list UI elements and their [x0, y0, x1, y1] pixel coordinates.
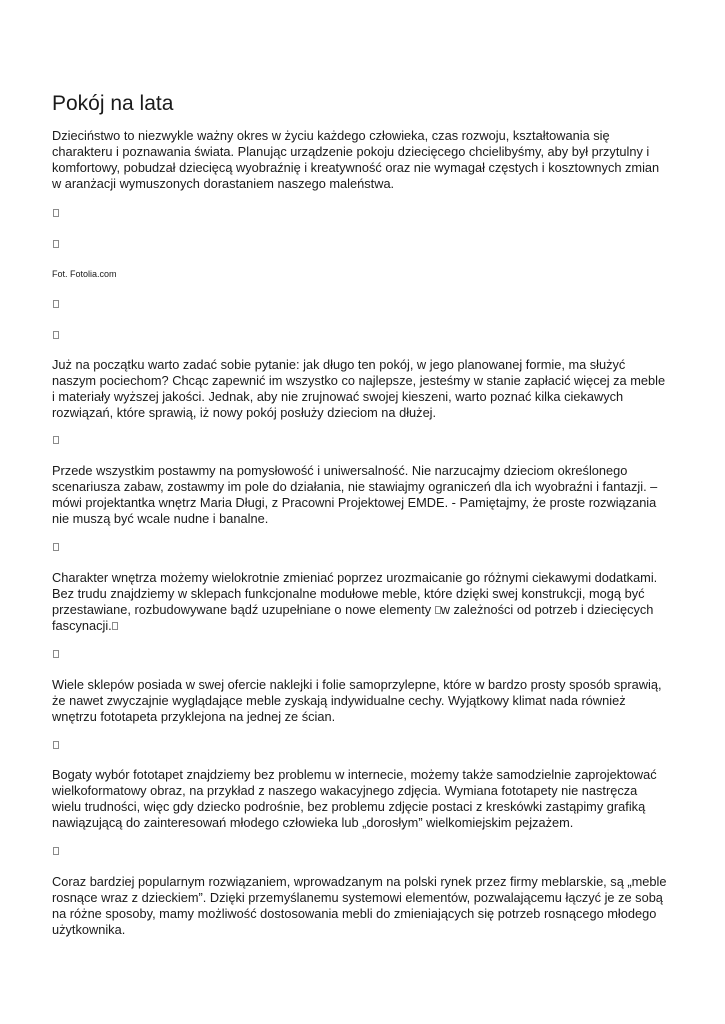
- paragraph-2: Już na początku warto zadać sobie pytanie: jak długo ten pokój, w jego planowanej formie, ma służyć naszym pociechom? Chcąc zapewnić im wszystko co najlepsze, jesteśmy w stanie zapłacić więcej za meble i materiały wyższej jakości. Jednak, aby nie zrujnować swojej kieszeni, warto poznać kilka ciekawych rozwiązań, które sprawią, iż nowy pokój posłuży dzieciom na dłużej.: [52, 357, 666, 420]
- missing-image-icon: [53, 300, 59, 308]
- missing-image-icon: [53, 543, 59, 551]
- paragraph-7: Coraz bardziej popularnym rozwiązaniem, wprowadzanym na polski rynek przez firmy meblarskie, są „meble rosnące wraz z dzieckiem”. Dzięki przemyślanemu systemowi elementów, pozwalającemu łączyć je ze sobą na różne sposoby, mamy możliwość dostosowania mebli do zmieniających się potrzeb rosnącego młodego użytkownika.: [52, 874, 667, 937]
- missing-image-icon: [53, 847, 59, 855]
- missing-image-icon: [53, 436, 59, 444]
- paragraph-4-part-1: Charakter wnętrza możemy wielokrotnie zmieniać poprzez urozmaicanie go różnymi ciekawymi dodatkami. Bez trudu znajdziemy w sklepach funkcjonalne modułowe meble, które dzięki swej konstrukcji, mogą być przestawiane, rozbudowywane bądź uzupełniane o nowe elementy: [52, 570, 658, 617]
- missing-image-icon: [53, 650, 59, 658]
- missing-image-icon: [53, 240, 59, 248]
- paragraph-6: Bogaty wybór fototapet znajdziemy bez problemu w internecie, możemy także samodzielnie zaprojektować wielkoformatowy obraz, na przykład z naszego wakacyjnego zdjęcia. Wymiana fototapety nie nastręcza wielu trudności, więc gdy dziecko podrośnie, bez problemu zdjęcie postaci z kreskówki zastąpimy grafiką nawiązującą do zainteresowań młodego człowieka lub „dorosłym” wielkomiejskim pejzażem.: [52, 767, 657, 830]
- paragraph-3: Przede wszystkim postawmy na pomysłowość i uniwersalność. Nie narzucajmy dzieciom określonego scenariusza zabaw, zostawmy im pole do działania, nie stawiajmy ograniczeń dla ich wyobraźni i fantazji. – mówi projektantka wnętrz Maria Długi, z Pracowni Projektowej EMDE. - Pamiętajmy, że proste rozwiązania nie muszą być wcale nudne i banalne.: [52, 463, 658, 526]
- paragraph-intro: Dzieciństwo to niezwykle ważny okres w życiu każdego człowieka, czas rozwoju, kształtowania się charakteru i poznawania świata. Planując urządzenie pokoju dziecięcego chcielibyśmy, aby był przytulny i komfortowy, pobudzał dziecięcą wyobraźnię i kreatywność oraz nie wymagał częstych i kosztownych zmian w aranżacji wymuszonych dorastaniem naszego maleństwa.: [52, 128, 660, 191]
- missing-image-icon: [53, 741, 59, 749]
- paragraph-4: [52, 570, 667, 634]
- paragraph-5: Wiele sklepów posiada w swej ofercie naklejki i folie samoprzylepne, które w bardzo prosty sposób sprawią, że nawet zwyczajnie wyglądające meble zyskają indywidualne cechy. Wyjątkowy klimat nada również wnętrzu fototapeta przyklejona na jednej ze ścian.: [52, 677, 662, 724]
- photo-caption: Fot. Fotolia.com: [52, 269, 117, 279]
- missing-glyph-icon: [112, 622, 118, 630]
- missing-image-icon: [53, 331, 59, 339]
- missing-image-icon: [53, 209, 59, 217]
- paragraph-4-part-2: w zależności od potrzeb i dziecięcych fascynacji.: [52, 602, 654, 633]
- article-title: Pokój na lata: [52, 92, 174, 115]
